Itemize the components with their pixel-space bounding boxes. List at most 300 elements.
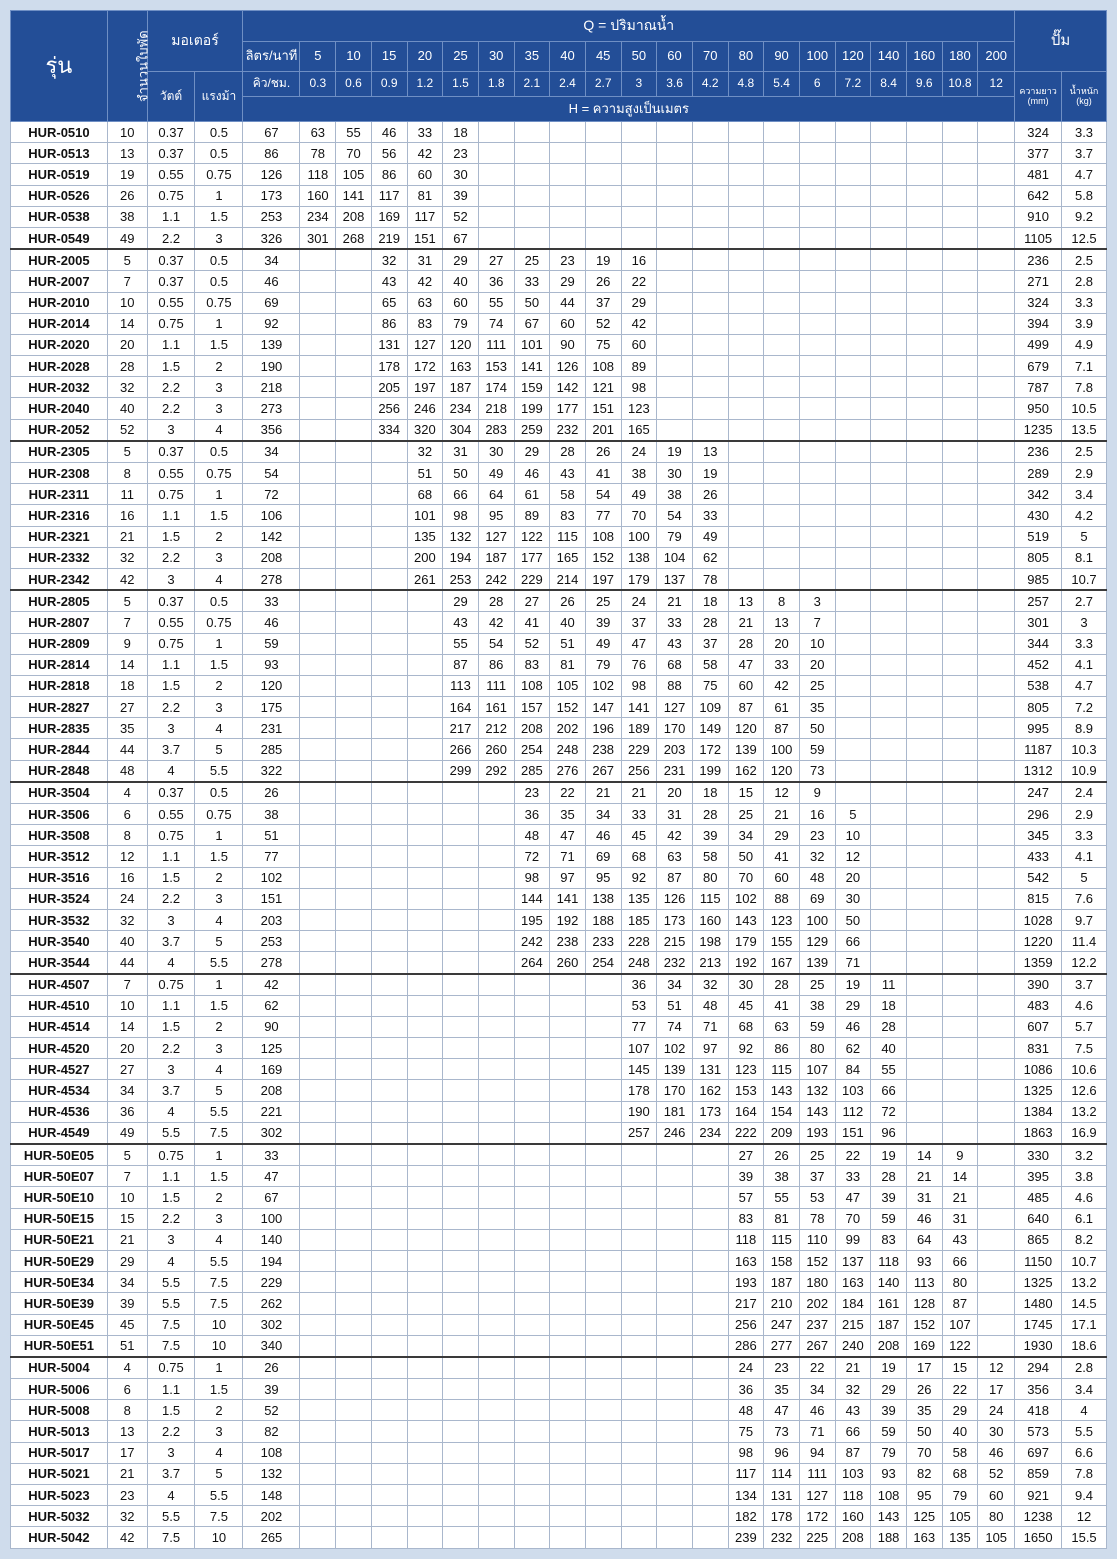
stages-cell: 28 [107, 356, 147, 377]
max-head-cell: 326 [243, 227, 300, 249]
max-head-cell: 52 [243, 1400, 300, 1421]
head-value-cell: 242 [478, 568, 514, 590]
hp-cell: 0.5 [195, 143, 243, 164]
flow-lpm-header: 40 [550, 42, 586, 72]
empty-cell [407, 1101, 443, 1122]
empty-cell [942, 846, 978, 867]
head-value-cell: 24 [728, 1357, 764, 1379]
head-value-cell: 19 [871, 1357, 907, 1379]
flow-m3h-header: 4.8 [728, 72, 764, 97]
head-value-cell: 122 [942, 1335, 978, 1357]
empty-cell [550, 1272, 586, 1293]
stages-cell: 44 [107, 952, 147, 974]
head-value-cell: 63 [407, 292, 443, 313]
empty-cell [835, 633, 871, 654]
empty-cell [692, 1442, 728, 1463]
hp-cell: 3 [195, 697, 243, 718]
head-value-cell: 41 [764, 846, 800, 867]
empty-cell [978, 206, 1015, 227]
weight-cell: 2.8 [1062, 1357, 1107, 1379]
watt-cell: 5.5 [147, 1122, 195, 1144]
model-cell: HUR-5042 [11, 1527, 108, 1548]
empty-cell [514, 1250, 550, 1271]
empty-cell [550, 1122, 586, 1144]
empty-cell [906, 1038, 942, 1059]
head-value-cell: 152 [906, 1314, 942, 1335]
head-value-cell: 75 [692, 675, 728, 696]
empty-cell [550, 1421, 586, 1442]
empty-cell [407, 633, 443, 654]
hp-cell: 1.5 [195, 206, 243, 227]
hp-cell: 0.5 [195, 271, 243, 292]
head-value-cell: 102 [728, 888, 764, 909]
length-cell: 1480 [1015, 1293, 1062, 1314]
empty-cell [871, 547, 907, 568]
model-cell: HUR-4534 [11, 1080, 108, 1101]
head-value-cell: 87 [764, 718, 800, 739]
empty-cell [906, 888, 942, 909]
weight-unit: (kg) [1076, 95, 1092, 106]
empty-cell [550, 1463, 586, 1484]
empty-cell [300, 633, 336, 654]
length-cell: 995 [1015, 718, 1062, 739]
empty-cell [835, 292, 871, 313]
max-head-cell: 148 [243, 1485, 300, 1506]
empty-cell [478, 1463, 514, 1484]
head-value-cell: 203 [657, 739, 693, 760]
empty-cell [978, 846, 1015, 867]
head-value-cell: 28 [871, 1016, 907, 1037]
flow-lpm-header: 90 [764, 42, 800, 72]
head-value-cell: 51 [657, 995, 693, 1016]
table-row [11, 974, 1107, 996]
model-cell: HUR-2007 [11, 271, 108, 292]
empty-cell [300, 1400, 336, 1421]
flow-m3h-header: 5.4 [764, 72, 800, 97]
head-value-cell: 68 [407, 484, 443, 505]
empty-cell [978, 1080, 1015, 1101]
flow-lpm-header: 20 [407, 42, 443, 72]
head-value-cell: 28 [550, 441, 586, 463]
stages-cell: 11 [107, 484, 147, 505]
head-value-cell: 60 [764, 867, 800, 888]
head-value-cell: 29 [443, 590, 479, 612]
length-cell: 324 [1015, 122, 1062, 143]
max-head-cell: 120 [243, 675, 300, 696]
head-value-cell: 264 [514, 952, 550, 974]
empty-cell [407, 1080, 443, 1101]
head-value-cell: 113 [906, 1272, 942, 1293]
head-value-cell: 41 [585, 463, 621, 484]
head-value-cell: 283 [478, 419, 514, 441]
empty-cell [978, 568, 1015, 590]
empty-cell [692, 398, 728, 419]
empty-cell [514, 1442, 550, 1463]
table-body [11, 122, 1107, 1549]
empty-cell [906, 249, 942, 271]
head-value-cell: 87 [443, 654, 479, 675]
weight-cell: 8.2 [1062, 1229, 1107, 1250]
head-value-cell: 115 [764, 1059, 800, 1080]
head-value-cell: 217 [728, 1293, 764, 1314]
head-value-cell: 60 [407, 164, 443, 185]
hp-header: แรงม้า [195, 72, 243, 122]
empty-cell [871, 377, 907, 398]
head-value-cell: 63 [300, 122, 336, 143]
hp-cell: 5 [195, 931, 243, 952]
head-value-cell: 248 [621, 952, 657, 974]
empty-cell [764, 419, 800, 441]
length-cell: 1325 [1015, 1272, 1062, 1293]
head-value-cell: 28 [692, 612, 728, 633]
empty-cell [478, 206, 514, 227]
empty-cell [585, 974, 621, 996]
head-value-cell: 69 [799, 888, 835, 909]
empty-cell [300, 760, 336, 782]
length-cell: 805 [1015, 697, 1062, 718]
head-value-cell: 16 [799, 804, 835, 825]
empty-cell [728, 227, 764, 249]
model-cell: HUR-5008 [11, 1400, 108, 1421]
empty-cell [906, 760, 942, 782]
head-value-cell: 234 [300, 206, 336, 227]
head-value-cell: 39 [443, 185, 479, 206]
table-row [11, 1335, 1107, 1357]
head-value-cell: 35 [906, 1400, 942, 1421]
watt-cell: 1.5 [147, 1016, 195, 1037]
empty-cell [871, 122, 907, 143]
model-cell: HUR-3532 [11, 909, 108, 930]
head-value-cell: 95 [478, 505, 514, 526]
empty-cell [835, 526, 871, 547]
head-value-cell: 31 [906, 1187, 942, 1208]
stages-cell: 29 [107, 1250, 147, 1271]
empty-cell [871, 804, 907, 825]
head-value-cell: 229 [621, 739, 657, 760]
weight-cell: 6.1 [1062, 1208, 1107, 1229]
stages-cell: 19 [107, 164, 147, 185]
empty-cell [978, 760, 1015, 782]
empty-cell [906, 739, 942, 760]
head-value-cell: 115 [550, 526, 586, 547]
head-value-cell: 71 [835, 952, 871, 974]
watt-cell: 2.2 [147, 1038, 195, 1059]
empty-cell [443, 1442, 479, 1463]
watt-cell: 0.37 [147, 441, 195, 463]
empty-cell [906, 484, 942, 505]
watt-cell: 3 [147, 1059, 195, 1080]
table-row [11, 612, 1107, 633]
head-value-cell: 49 [478, 463, 514, 484]
head-value-cell: 123 [621, 398, 657, 419]
head-value-cell: 34 [799, 1379, 835, 1400]
length-cell: 247 [1015, 782, 1062, 804]
head-value-cell: 121 [585, 377, 621, 398]
weight-cell: 12.5 [1062, 227, 1107, 249]
empty-cell [336, 995, 372, 1016]
motor-header: มอเตอร์ [147, 11, 243, 72]
empty-cell [978, 185, 1015, 206]
empty-cell [371, 441, 407, 463]
model-cell: HUR-3544 [11, 952, 108, 974]
max-head-cell: 59 [243, 633, 300, 654]
empty-cell [871, 590, 907, 612]
empty-cell [443, 1379, 479, 1400]
empty-cell [692, 1357, 728, 1379]
empty-cell [692, 185, 728, 206]
head-value-cell: 334 [371, 419, 407, 441]
empty-cell [336, 825, 372, 846]
empty-cell [871, 185, 907, 206]
head-value-cell: 71 [692, 1016, 728, 1037]
head-value-cell: 29 [835, 995, 871, 1016]
empty-cell [300, 1463, 336, 1484]
table-row [11, 1059, 1107, 1080]
length-cell: 301 [1015, 612, 1062, 633]
empty-cell [906, 463, 942, 484]
max-head-cell: 140 [243, 1229, 300, 1250]
hp-cell: 7.5 [195, 1506, 243, 1527]
empty-cell [336, 398, 372, 419]
weight-cell: 4.7 [1062, 675, 1107, 696]
head-value-cell: 40 [443, 271, 479, 292]
hp-cell: 4 [195, 419, 243, 441]
head-value-cell: 21 [906, 1166, 942, 1187]
head-value-cell: 12 [835, 846, 871, 867]
weight-cell: 10.3 [1062, 739, 1107, 760]
empty-cell [978, 227, 1015, 249]
head-value-cell: 169 [906, 1335, 942, 1357]
empty-cell [514, 206, 550, 227]
empty-cell [585, 1144, 621, 1166]
empty-cell [443, 804, 479, 825]
flow-lpm-header: 15 [371, 42, 407, 72]
empty-cell [300, 718, 336, 739]
watt-cell: 1.5 [147, 526, 195, 547]
table-row [11, 484, 1107, 505]
empty-cell [942, 739, 978, 760]
table-row [11, 505, 1107, 526]
empty-cell [407, 675, 443, 696]
model-cell: HUR-0513 [11, 143, 108, 164]
head-value-cell: 117 [371, 185, 407, 206]
watt-cell: 2.2 [147, 888, 195, 909]
head-value-cell: 108 [585, 526, 621, 547]
head-value-cell: 58 [692, 846, 728, 867]
head-value-cell: 162 [728, 760, 764, 782]
empty-cell [300, 931, 336, 952]
weight-cell: 3.4 [1062, 1379, 1107, 1400]
head-value-cell: 26 [550, 590, 586, 612]
empty-cell [871, 675, 907, 696]
hp-cell: 0.5 [195, 441, 243, 463]
head-value-cell: 153 [478, 356, 514, 377]
empty-cell [585, 1314, 621, 1335]
head-value-cell: 154 [764, 1101, 800, 1122]
empty-cell [978, 1187, 1015, 1208]
empty-cell [692, 1527, 728, 1548]
head-value-cell: 45 [728, 995, 764, 1016]
empty-cell [764, 249, 800, 271]
flow-m3h-header: 7.2 [835, 72, 871, 97]
flow-lpm-header: 10 [336, 42, 372, 72]
empty-cell [478, 974, 514, 996]
head-value-cell: 19 [692, 463, 728, 484]
watt-cell: 3 [147, 419, 195, 441]
watt-cell: 1.1 [147, 654, 195, 675]
watt-cell: 3 [147, 1442, 195, 1463]
flow-m3h-header: 0.3 [300, 72, 336, 97]
head-value-cell: 70 [621, 505, 657, 526]
head-value-cell: 131 [692, 1059, 728, 1080]
empty-cell [300, 1038, 336, 1059]
empty-cell [764, 122, 800, 143]
table-row [11, 1379, 1107, 1400]
empty-cell [657, 1485, 693, 1506]
flow-m3h-header: 3.6 [657, 72, 693, 97]
max-head-cell: 132 [243, 1463, 300, 1484]
empty-cell [728, 143, 764, 164]
empty-cell [300, 974, 336, 996]
head-value-cell: 77 [621, 1016, 657, 1037]
empty-cell [478, 1400, 514, 1421]
head-value-cell: 40 [871, 1038, 907, 1059]
empty-cell [728, 526, 764, 547]
empty-cell [942, 760, 978, 782]
empty-cell [371, 1527, 407, 1548]
empty-cell [514, 1421, 550, 1442]
head-value-cell: 46 [799, 1400, 835, 1421]
watt-cell: 2.2 [147, 547, 195, 568]
table-row [11, 739, 1107, 760]
empty-cell [300, 1208, 336, 1229]
empty-cell [478, 825, 514, 846]
empty-cell [478, 1442, 514, 1463]
hp-cell: 2 [195, 356, 243, 377]
head-value-cell: 98 [621, 377, 657, 398]
empty-cell [799, 122, 835, 143]
empty-cell [336, 249, 372, 271]
table-row [11, 164, 1107, 185]
empty-cell [871, 249, 907, 271]
head-value-cell: 208 [336, 206, 372, 227]
table-row [11, 760, 1107, 782]
empty-cell [478, 782, 514, 804]
empty-cell [835, 782, 871, 804]
empty-cell [478, 1379, 514, 1400]
head-value-cell: 151 [407, 227, 443, 249]
empty-cell [799, 271, 835, 292]
empty-cell [371, 888, 407, 909]
head-value-cell: 105 [336, 164, 372, 185]
empty-cell [621, 1250, 657, 1271]
head-value-cell: 38 [657, 484, 693, 505]
empty-cell [657, 1527, 693, 1548]
head-value-cell: 31 [407, 249, 443, 271]
empty-cell [942, 526, 978, 547]
model-cell: HUR-2332 [11, 547, 108, 568]
empty-cell [300, 1122, 336, 1144]
empty-cell [978, 1016, 1015, 1037]
head-value-cell: 98 [621, 675, 657, 696]
empty-cell [728, 164, 764, 185]
head-value-cell: 90 [550, 334, 586, 355]
weight-cell: 6.6 [1062, 1442, 1107, 1463]
head-value-cell: 299 [443, 760, 479, 782]
watt-cell: 1.1 [147, 206, 195, 227]
hp-cell: 3 [195, 888, 243, 909]
hp-cell: 1.5 [195, 846, 243, 867]
empty-cell [336, 377, 372, 398]
head-value-cell: 304 [443, 419, 479, 441]
empty-cell [942, 227, 978, 249]
flow-lpm-header: 30 [478, 42, 514, 72]
head-value-cell: 58 [550, 484, 586, 505]
head-value-cell: 55 [443, 633, 479, 654]
head-value-cell: 118 [728, 1229, 764, 1250]
max-head-cell: 46 [243, 612, 300, 633]
empty-cell [443, 1527, 479, 1548]
weight-cell: 4.1 [1062, 654, 1107, 675]
empty-cell [478, 1101, 514, 1122]
head-value-cell: 155 [764, 931, 800, 952]
head-value-cell: 214 [550, 568, 586, 590]
length-cell: 865 [1015, 1229, 1062, 1250]
empty-cell [621, 1314, 657, 1335]
head-value-cell: 147 [585, 697, 621, 718]
empty-cell [871, 909, 907, 930]
head-value-cell: 233 [585, 931, 621, 952]
hp-cell: 3 [195, 398, 243, 419]
empty-cell [692, 164, 728, 185]
empty-cell [728, 398, 764, 419]
head-value-cell: 152 [550, 697, 586, 718]
empty-cell [514, 1293, 550, 1314]
head-value-cell: 73 [799, 760, 835, 782]
head-value-cell: 179 [621, 568, 657, 590]
stages-cell: 44 [107, 739, 147, 760]
empty-cell [942, 441, 978, 463]
empty-cell [514, 1527, 550, 1548]
head-value-cell: 254 [585, 952, 621, 974]
hp-cell: 1.5 [195, 1379, 243, 1400]
head-value-cell: 52 [514, 633, 550, 654]
empty-cell [300, 1229, 336, 1250]
table-row [11, 697, 1107, 718]
empty-cell [443, 1335, 479, 1357]
head-value-cell: 47 [835, 1187, 871, 1208]
model-cell: HUR-4536 [11, 1101, 108, 1122]
empty-cell [871, 846, 907, 867]
head-value-cell: 86 [764, 1038, 800, 1059]
empty-cell [300, 590, 336, 612]
max-head-cell: 175 [243, 697, 300, 718]
stages-cell: 5 [107, 1144, 147, 1166]
empty-cell [585, 206, 621, 227]
head-value-cell: 83 [728, 1208, 764, 1229]
empty-cell [799, 227, 835, 249]
length-cell: 519 [1015, 526, 1062, 547]
empty-cell [550, 1250, 586, 1271]
empty-cell [585, 1187, 621, 1208]
head-value-cell: 36 [728, 1379, 764, 1400]
head-value-cell: 103 [835, 1080, 871, 1101]
head-value-cell: 48 [799, 867, 835, 888]
empty-cell [585, 1080, 621, 1101]
model-cell: HUR-50E07 [11, 1166, 108, 1187]
head-value-cell: 17 [978, 1379, 1015, 1400]
head-value-cell: 160 [692, 909, 728, 930]
